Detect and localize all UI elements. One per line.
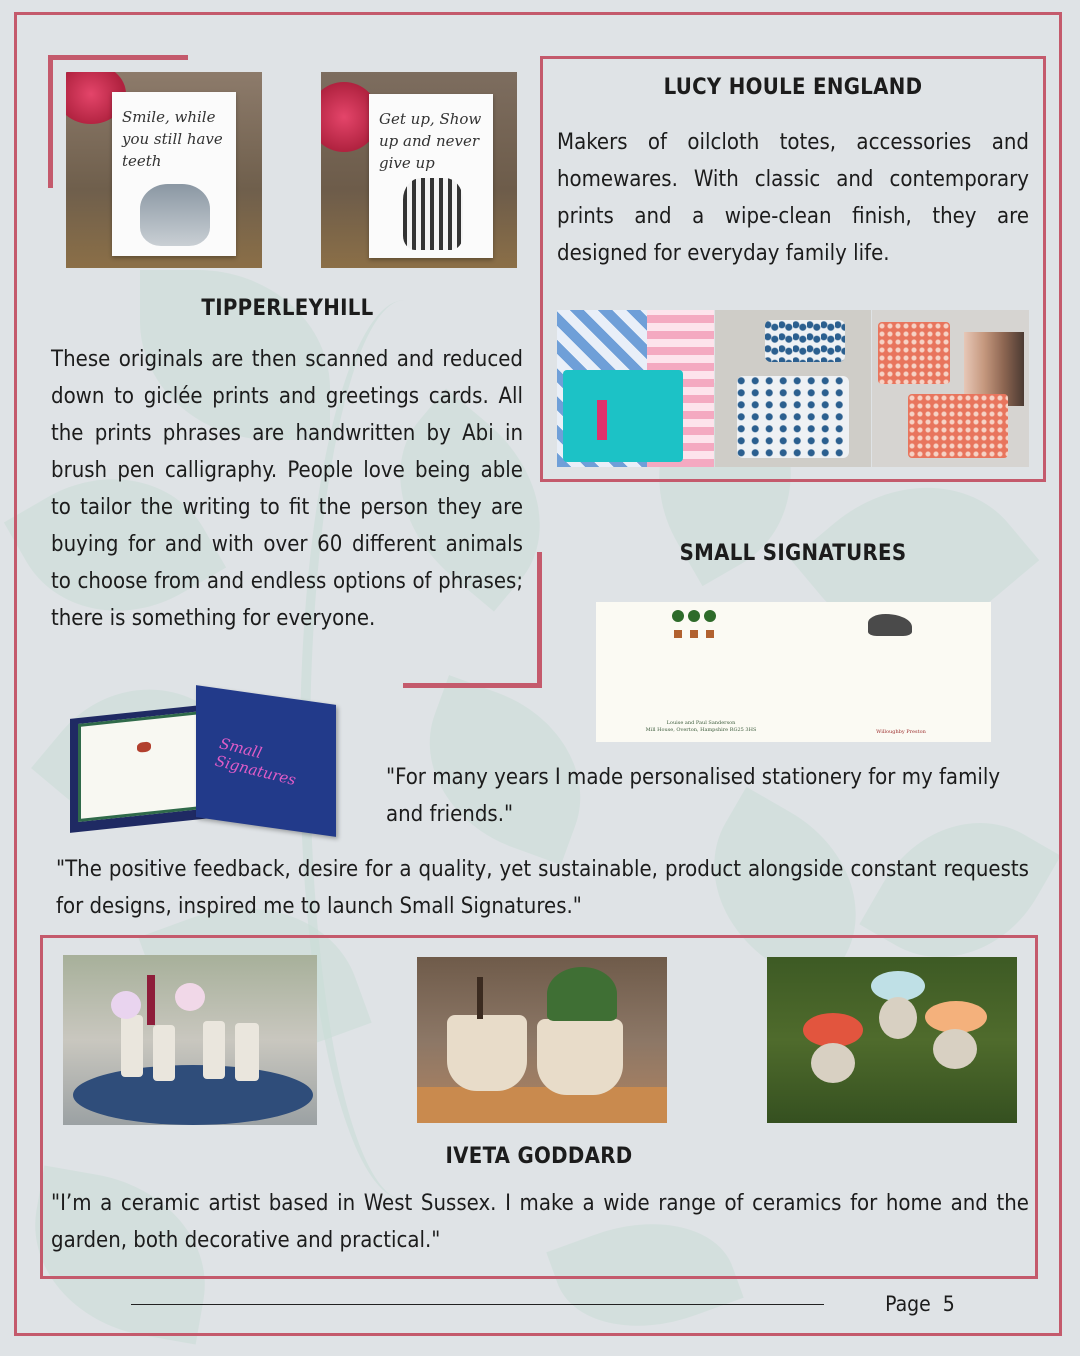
card-phrase: Get up, Show up and never give up bbox=[379, 110, 482, 172]
notecard-left-address bbox=[626, 720, 776, 734]
dog-illustration bbox=[868, 614, 912, 636]
red-dog-icon bbox=[137, 741, 151, 752]
tipperleyhill-shark-card-photo bbox=[66, 72, 262, 268]
pink-flower bbox=[111, 991, 141, 1019]
box-brand-logo: Small Signatures bbox=[213, 734, 298, 790]
greeting-card bbox=[369, 94, 493, 258]
coral-pouch-small bbox=[878, 322, 950, 384]
lucy-houle-heading: LUCY HOULE ENGLAND bbox=[663, 75, 923, 100]
small-signatures-quote-1: "For many years I made personalised stationery for my family and friends." bbox=[386, 765, 1001, 827]
tipperleyhill-heading: TIPPERLEYHILL bbox=[201, 296, 374, 321]
lucy-houle-blue-pouch-photo bbox=[715, 310, 871, 467]
blue-spot-pouch bbox=[765, 320, 845, 362]
vase bbox=[153, 1025, 175, 1081]
iveta-goddard-body: "I’m a ceramic artist based in West Sussex. I make a wide range of ceramics for home and the garden, both decorative and practical." bbox=[51, 1191, 1029, 1253]
turquoise-pouch bbox=[563, 370, 683, 462]
tipperleyhill-body: These originals are then scanned and reduced down to giclée prints and greetings cards. All the prints phrases are handwritten by Abi in brush pen calligraphy. People love being able to tailor the writing to fit the person they are buying for and with over 60 different animals to choose from and endless options of phrases; there is something for everyone. bbox=[51, 347, 523, 631]
card-phrase: Smile, while you still have teeth bbox=[122, 108, 223, 170]
topiary-trees-illustration bbox=[672, 610, 716, 640]
vase bbox=[235, 1023, 259, 1081]
pink-flower bbox=[175, 983, 205, 1011]
small-signatures-gift-box-image bbox=[70, 695, 340, 837]
lucy-houle-turquoise-pouch-photo bbox=[557, 310, 714, 467]
coral-pouch-large bbox=[908, 394, 1008, 458]
lucy-houle-body: Makers of oilcloth totes, accessories and homewares. With classic and contemporary prints and a wipe-clean finish, they are designed for everyday family life. bbox=[557, 130, 1029, 266]
ceramic-pot-right bbox=[537, 1019, 623, 1095]
vase bbox=[121, 1015, 143, 1077]
vase bbox=[203, 1021, 225, 1079]
zebra-illustration bbox=[403, 178, 463, 250]
corner-accent-top-left-vertical bbox=[48, 55, 53, 188]
blue-table bbox=[73, 1065, 313, 1125]
small-signatures-notecard-image bbox=[596, 602, 991, 742]
ceramic-pod bbox=[879, 997, 917, 1039]
greeting-card bbox=[112, 92, 236, 256]
pens bbox=[477, 977, 483, 1019]
notecard-name-line: Louise and Paul Sanderson bbox=[666, 720, 736, 726]
corner-accent-bottom-right-vertical bbox=[537, 552, 542, 688]
iveta-bud-vases-photo bbox=[63, 955, 317, 1125]
ceramic-flower bbox=[803, 1013, 863, 1047]
ceramic-pot-left bbox=[447, 1015, 527, 1091]
notecard-in-box bbox=[78, 710, 212, 822]
notecard-right-name: Willoughby Preston bbox=[876, 729, 926, 735]
shark-illustration bbox=[140, 184, 210, 246]
tassel bbox=[597, 400, 607, 440]
corner-accent-top-left bbox=[48, 55, 188, 60]
corner-accent-bottom-right bbox=[403, 683, 542, 688]
notecard-address-line: Mill House, Overton, Hampshire RG25 3HS bbox=[645, 727, 757, 733]
red-flower-spike bbox=[147, 975, 155, 1025]
small-signatures-quote-2: "The positive feedback, desire for a quality, yet sustainable, product alongside constant requests for designs, inspired me to launch Small Signatures." bbox=[56, 857, 1029, 919]
iveta-planter-pots-photo bbox=[417, 957, 667, 1123]
blue-spot-pouch-large bbox=[737, 376, 849, 458]
footer-divider bbox=[131, 1304, 824, 1305]
iveta-garden-flowers-photo bbox=[767, 957, 1017, 1123]
ceramic-pod bbox=[811, 1043, 855, 1083]
page-number: Page 5 bbox=[885, 1292, 955, 1316]
ceramic-pod bbox=[933, 1029, 977, 1069]
tipperleyhill-zebra-card-photo bbox=[321, 72, 517, 268]
small-signatures-heading: SMALL SIGNATURES bbox=[679, 541, 907, 566]
lucy-houle-coral-pouch-photo bbox=[872, 310, 1029, 467]
iveta-goddard-heading: IVETA GODDARD bbox=[445, 1144, 633, 1169]
wooden-shelf bbox=[417, 1087, 667, 1123]
plant-leaves bbox=[547, 967, 617, 1021]
